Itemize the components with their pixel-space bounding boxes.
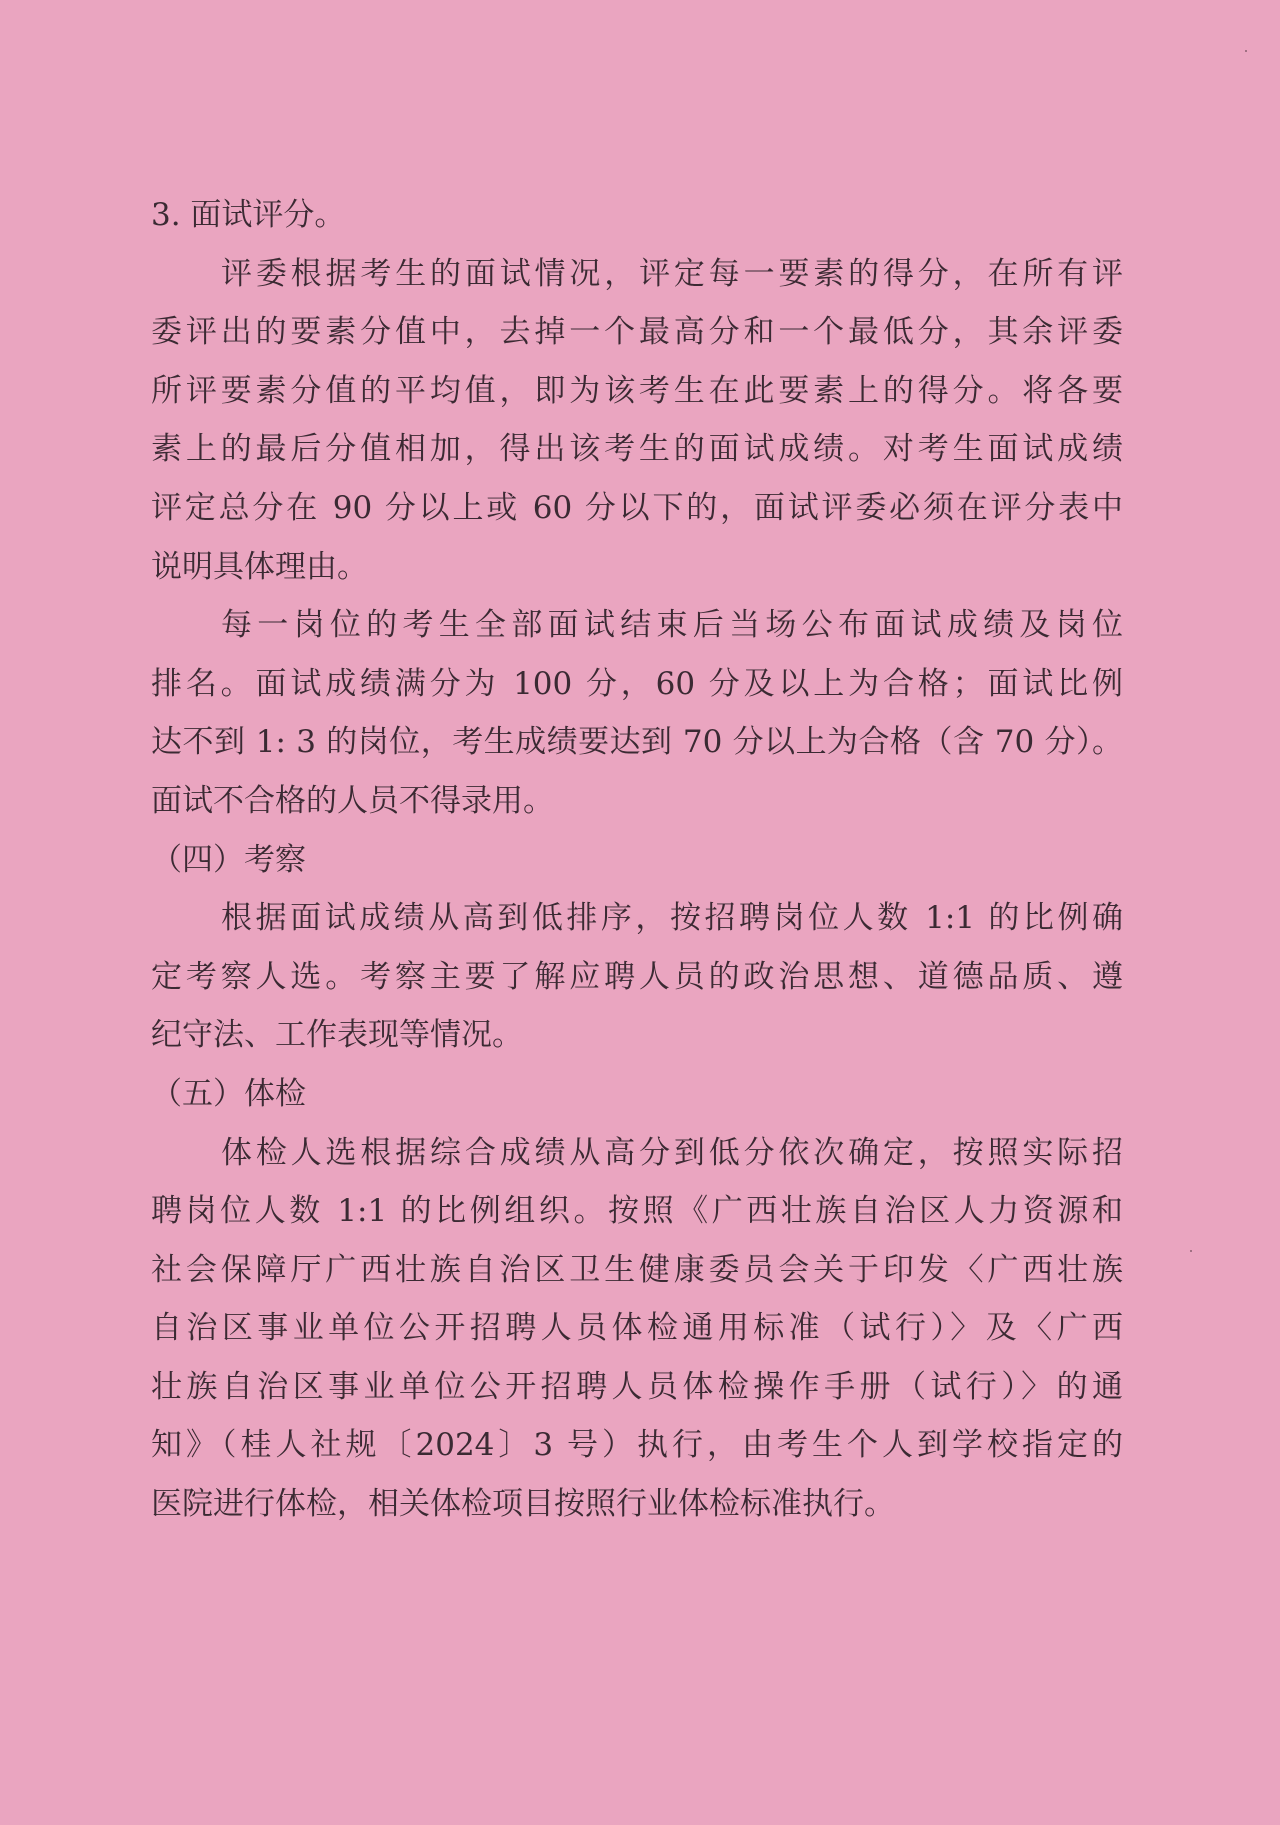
text-line: 社会保障厅广西壮族自治区卫生健康委员会关于印发〈广西壮族 [151, 1251, 1123, 1288]
text-line: 聘岗位人数 1:1 的比例组织。按照《广西壮族自治区人力资源和 [151, 1193, 1123, 1230]
scan-speck [1245, 50, 1247, 52]
text-line: 壮族自治区事业单位公开招聘人员体检操作手册（试行）〉的通 [151, 1368, 1123, 1405]
scan-speck [1190, 1250, 1192, 1252]
text-line: 面试不合格的人员不得录用。 [151, 782, 554, 819]
text-line: 说明具体理由。 [151, 548, 368, 585]
text-line: 根据面试成绩从高到低排序，按招聘岗位人数 1:1 的比例确 [221, 900, 1123, 937]
text-line: 定考察人选。考察主要了解应聘人员的政治思想、道德品质、遵 [151, 958, 1123, 995]
text-line: 评定总分在 90 分以上或 60 分以下的，面试评委必须在评分表中 [151, 489, 1123, 526]
document-body [151, 186, 1123, 1534]
text-line: 委评出的要素分值中，去掉一个最高分和一个最低分，其余评委 [151, 314, 1123, 351]
text-line: 纪守法、工作表现等情况。 [151, 1017, 523, 1054]
text-line: 每一岗位的考生全部面试结束后当场公布面试成绩及岗位 [221, 607, 1123, 644]
text-line: 达不到 1: 3 的岗位，考生成绩要达到 70 分以上为合格（含 70 分）。 [151, 724, 1123, 761]
text-line: （四）考察 [151, 841, 306, 878]
text-line: 知》（桂人社规〔2024〕3 号）执行，由考生个人到学校指定的 [151, 1427, 1123, 1464]
text-line: 排名。面试成绩满分为 100 分，60 分及以上为合格；面试比例 [151, 665, 1123, 702]
text-line: 评委根据考生的面试情况，评定每一要素的得分，在所有评 [221, 255, 1123, 292]
text-line: 所评要素分值的平均值，即为该考生在此要素上的得分。将各要 [151, 372, 1123, 409]
text-line: 医院进行体检，相关体检项目按照行业体检标准执行。 [151, 1486, 895, 1523]
text-line: 自治区事业单位公开招聘人员体检通用标准（试行）〉及〈广西 [151, 1310, 1123, 1347]
text-line: 体检人选根据综合成绩从高分到低分依次确定，按照实际招 [221, 1134, 1123, 1171]
text-line: （五）体检 [151, 1075, 306, 1112]
text-line: 素上的最后分值相加，得出该考生的面试成绩。对考生面试成绩 [151, 431, 1123, 468]
text-line: 3. 面试评分。 [151, 197, 346, 233]
